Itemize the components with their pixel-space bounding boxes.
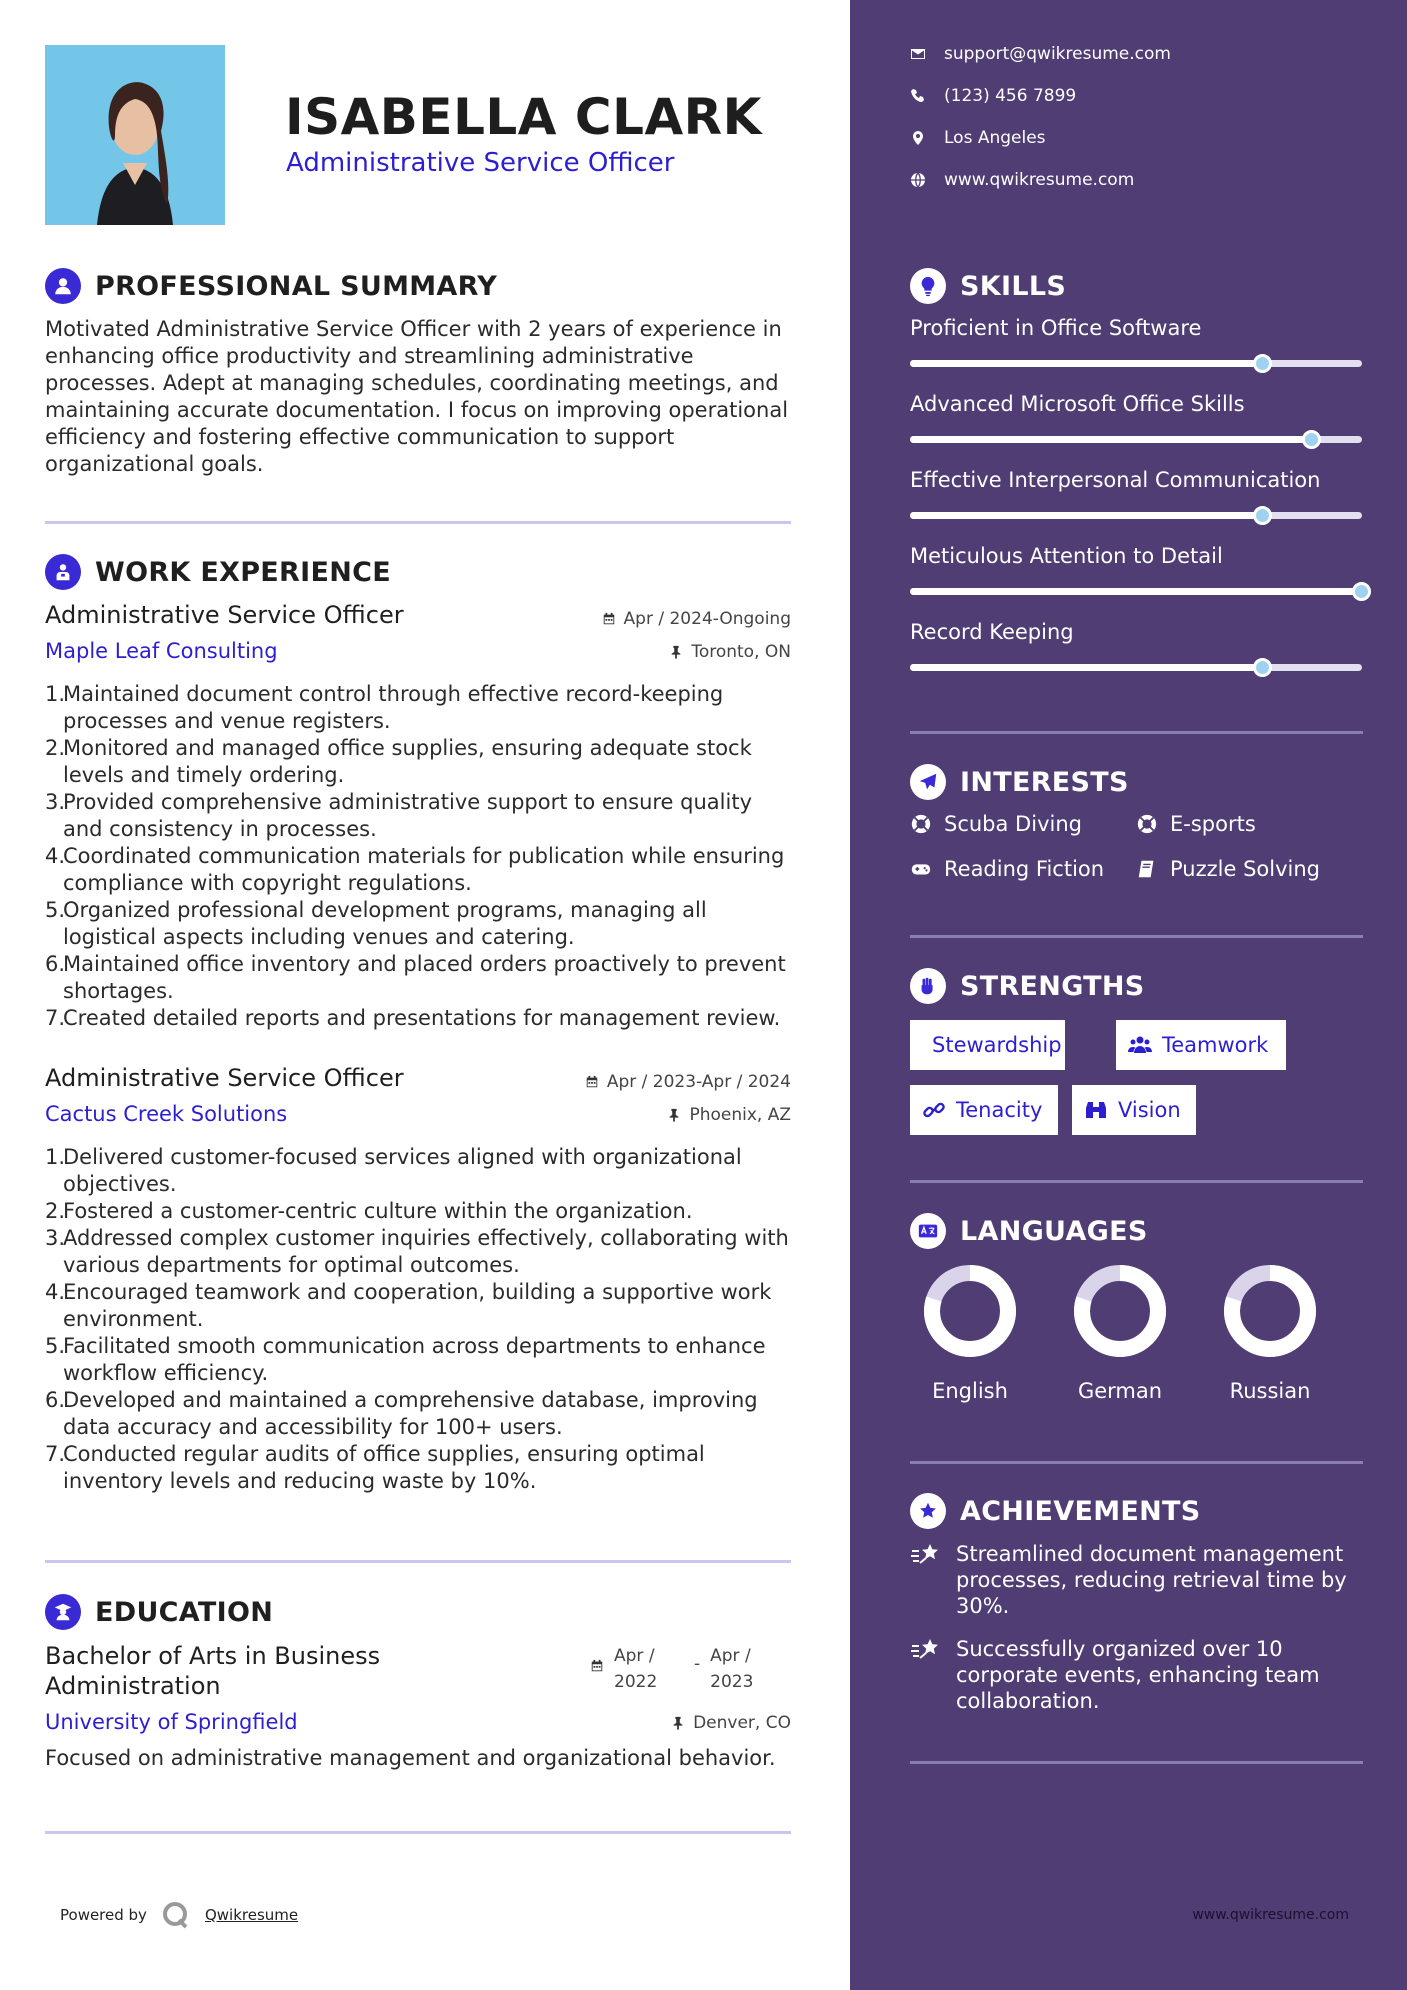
envelope-icon — [910, 46, 926, 62]
skill-bar-fill — [910, 588, 1362, 595]
footer-powered — [60, 1900, 298, 1930]
shooting-star-icon — [910, 1634, 942, 1666]
skill-label: Meticulous Attention to Detail — [910, 544, 1223, 568]
skill-bar-fill — [910, 664, 1263, 671]
list-item: 1. Maintained document control through effective record-keeping processes and venue registers. — [45, 682, 724, 733]
contact-location: Los Angeles — [910, 128, 1046, 148]
person-portrait-icon — [45, 45, 225, 225]
job-title: Administrative Service Officer — [45, 1064, 404, 1092]
skill-bar-fill — [910, 512, 1263, 519]
contact-website[interactable]: www.qwikresume.com — [910, 170, 1134, 190]
job-date-text: Apr / 2024-Ongoing — [623, 609, 791, 629]
achievement-item: Streamlined document management processes, reducing retrieval time by 30%. — [910, 1541, 1360, 1619]
job-location — [669, 642, 791, 662]
job-date — [602, 609, 791, 629]
calendar-icon — [602, 612, 616, 626]
section-divider — [45, 1560, 791, 1563]
list-item: 4. Encouraged teamwork and cooperation, building a supportive work environment. — [45, 1280, 772, 1331]
globe-icon — [910, 172, 926, 188]
strength-chip: Vision — [1072, 1085, 1196, 1135]
list-item: 3. Provided comprehensive administrative support to ensure quality and consistency in processes. — [45, 790, 752, 841]
section-divider — [910, 1461, 1363, 1464]
lifebuoy-icon — [910, 813, 932, 835]
qwikresume-link[interactable]: Qwikresume — [204, 1906, 299, 1924]
summary-title: PROFESSIONAL SUMMARY — [95, 270, 498, 302]
list-item: 3. Addressed complex customer inquiries effectively, collaborating with various departments for optimal outcomes. — [45, 1226, 789, 1277]
skill-label: Effective Interpersonal Communication — [910, 468, 1321, 492]
pin-icon — [669, 645, 683, 659]
pin-icon — [667, 1108, 681, 1122]
language-level-ring — [922, 1263, 1018, 1359]
language-label: Russian — [1229, 1379, 1311, 1403]
strength-chip: Tenacity — [910, 1085, 1058, 1135]
job-company: Maple Leaf Consulting — [45, 639, 278, 663]
section-divider — [45, 1831, 791, 1834]
skill-bar — [910, 588, 1362, 595]
strength-chip: Stewardship — [910, 1020, 1065, 1070]
star-badge-icon — [910, 1493, 946, 1529]
users-icon — [1128, 1033, 1152, 1057]
language-level-ring — [1222, 1263, 1318, 1359]
section-divider — [910, 731, 1363, 734]
skill-level-knob — [1302, 430, 1321, 449]
skill-label: Proficient in Office Software — [910, 316, 1202, 340]
section-divider — [910, 1180, 1363, 1183]
language-label: English — [932, 1379, 1008, 1403]
user-icon — [45, 268, 81, 304]
language-label: German — [1077, 1379, 1163, 1403]
strengths-heading — [910, 968, 1145, 1004]
school: University of Springfield — [45, 1710, 298, 1734]
fist-icon — [910, 968, 946, 1004]
binoculars-icon — [1084, 1098, 1108, 1122]
skill-label: Advanced Microsoft Office Skills — [910, 392, 1245, 416]
phone-icon — [910, 88, 926, 104]
skill-bar — [910, 360, 1362, 367]
lightbulb-icon — [910, 268, 946, 304]
book-icon — [1136, 858, 1158, 880]
contact-email[interactable]: support@qwikresume.com — [910, 44, 1171, 64]
skills-title: SKILLS — [960, 270, 1067, 302]
languages-title: LANGUAGES — [960, 1215, 1148, 1247]
lifebuoy-icon — [1136, 813, 1158, 835]
education-date: Apr / 2022 - Apr / 2023 — [590, 1643, 753, 1695]
interests-title: INTERESTS — [960, 766, 1129, 798]
job-location — [667, 1105, 791, 1125]
powered-by-text: Powered by — [60, 1906, 147, 1924]
calendar-icon — [585, 1075, 599, 1089]
list-item: 7. Created detailed reports and presentations for management review. — [45, 1006, 781, 1030]
graduate-icon — [45, 1594, 81, 1630]
section-divider — [910, 935, 1363, 938]
language-item — [1200, 1263, 1340, 1403]
strength-chip: Teamwork — [1116, 1020, 1286, 1070]
skill-level-knob — [1253, 506, 1272, 525]
shooting-star-icon — [910, 1539, 942, 1571]
job-title: Administrative Service Officer — [45, 601, 404, 629]
pin-icon — [671, 1716, 685, 1730]
interest-item: Reading Fiction — [910, 857, 1104, 881]
language-icon — [910, 1213, 946, 1249]
qwikresume-logo-icon — [161, 1900, 191, 1930]
interest-item: E-sports — [1136, 812, 1256, 836]
section-divider — [910, 1761, 1363, 1764]
skill-level-knob — [1352, 582, 1371, 601]
work-title: WORK EXPERIENCE — [95, 556, 391, 588]
list-item: 7. Conducted regular audits of office supplies, ensuring optimal inventory levels and reducing waste by 10%. — [45, 1442, 705, 1493]
achievements-heading — [910, 1493, 1201, 1529]
skill-label: Record Keeping — [910, 620, 1074, 644]
strengths-title: STRENGTHS — [960, 970, 1145, 1002]
briefcase-user-icon — [45, 554, 81, 590]
list-item: 2. Monitored and managed office supplies, ensuring adequate stock levels and timely ordering. — [45, 736, 752, 787]
skill-level-knob — [1253, 354, 1272, 373]
skill-bar — [910, 436, 1362, 443]
skill-bar-fill — [910, 436, 1312, 443]
paper-plane-icon — [910, 764, 946, 800]
language-item — [900, 1263, 1040, 1403]
job-bullets — [45, 681, 795, 1032]
footer-url[interactable]: www.qwikresume.com — [1192, 1907, 1349, 1923]
gamepad-icon — [910, 858, 932, 880]
list-item: 5. Organized professional development programs, managing all logistical aspects including venues and catering. — [45, 898, 707, 949]
list-item: 4. Coordinated communication materials for publication while ensuring compliance with copyright regulations. — [45, 844, 785, 895]
languages-heading — [910, 1213, 1148, 1249]
skill-bar — [910, 512, 1362, 519]
education-location: Denver, CO — [671, 1713, 791, 1733]
skill-bar — [910, 664, 1362, 671]
list-item: 5. Facilitated smooth communication across departments to enhance workflow efficiency. — [45, 1334, 766, 1385]
skill-bar-fill — [910, 360, 1263, 367]
candidate-title: Administrative Service Officer — [286, 148, 675, 178]
job-location-text: Toronto, ON — [691, 642, 791, 662]
location-pin-icon — [910, 130, 926, 146]
degree-line: Bachelor of Arts in Business — [45, 1642, 381, 1670]
job-bullets — [45, 1144, 795, 1495]
list-item: 2. Fostered a customer-centric culture within the organization. — [45, 1199, 693, 1223]
list-item: 6. Maintained office inventory and placed orders proactively to prevent shortages. — [45, 952, 786, 1003]
achievements-title: ACHIEVEMENTS — [960, 1495, 1201, 1527]
language-item — [1050, 1263, 1190, 1403]
degree — [45, 1641, 380, 1701]
list-item: 1. Delivered customer-focused services aligned with organizational objectives. — [45, 1145, 742, 1196]
calendar-icon — [590, 1659, 604, 1673]
degree-line: Administration — [45, 1672, 221, 1700]
education-description: Focused on administrative management and organizational behavior. — [45, 1746, 776, 1770]
skills-heading — [910, 268, 1066, 304]
work-heading — [45, 554, 391, 590]
profile-photo — [45, 45, 225, 225]
interests-heading — [910, 764, 1129, 800]
achievement-item: Successfully organized over 10 corporate events, enhancing team collaboration. — [910, 1636, 1360, 1714]
language-level-ring — [1072, 1263, 1168, 1359]
skill-level-knob — [1253, 658, 1272, 677]
candidate-name: ISABELLA CLARK — [285, 88, 762, 146]
contact-phone[interactable]: (123) 456 7899 — [910, 86, 1076, 106]
job-location-text: Phoenix, AZ — [689, 1105, 791, 1125]
education-title: EDUCATION — [95, 1596, 274, 1628]
job-date — [585, 1072, 791, 1092]
summary-heading — [45, 268, 497, 304]
interest-item: Puzzle Solving — [1136, 857, 1320, 881]
interest-item: Scuba Diving — [910, 812, 1082, 836]
section-divider — [45, 521, 791, 524]
job-company: Cactus Creek Solutions — [45, 1102, 288, 1126]
link-icon — [922, 1098, 946, 1122]
job-date-text: Apr / 2023-Apr / 2024 — [606, 1072, 791, 1092]
education-heading — [45, 1594, 273, 1630]
summary-text: Motivated Administrative Service Officer with 2 years of experience in enhancing office productivity and streamlining administrative processes. Adept at managing schedules, coordinating meetings, and maintaining accurate documentation. I focus on improving operational efficiency and fostering effective communication to support organizational goals. — [45, 317, 789, 476]
list-item: 6. Developed and maintained a comprehensive database, improving data accuracy and accessibility for 100+ users. — [45, 1388, 758, 1439]
